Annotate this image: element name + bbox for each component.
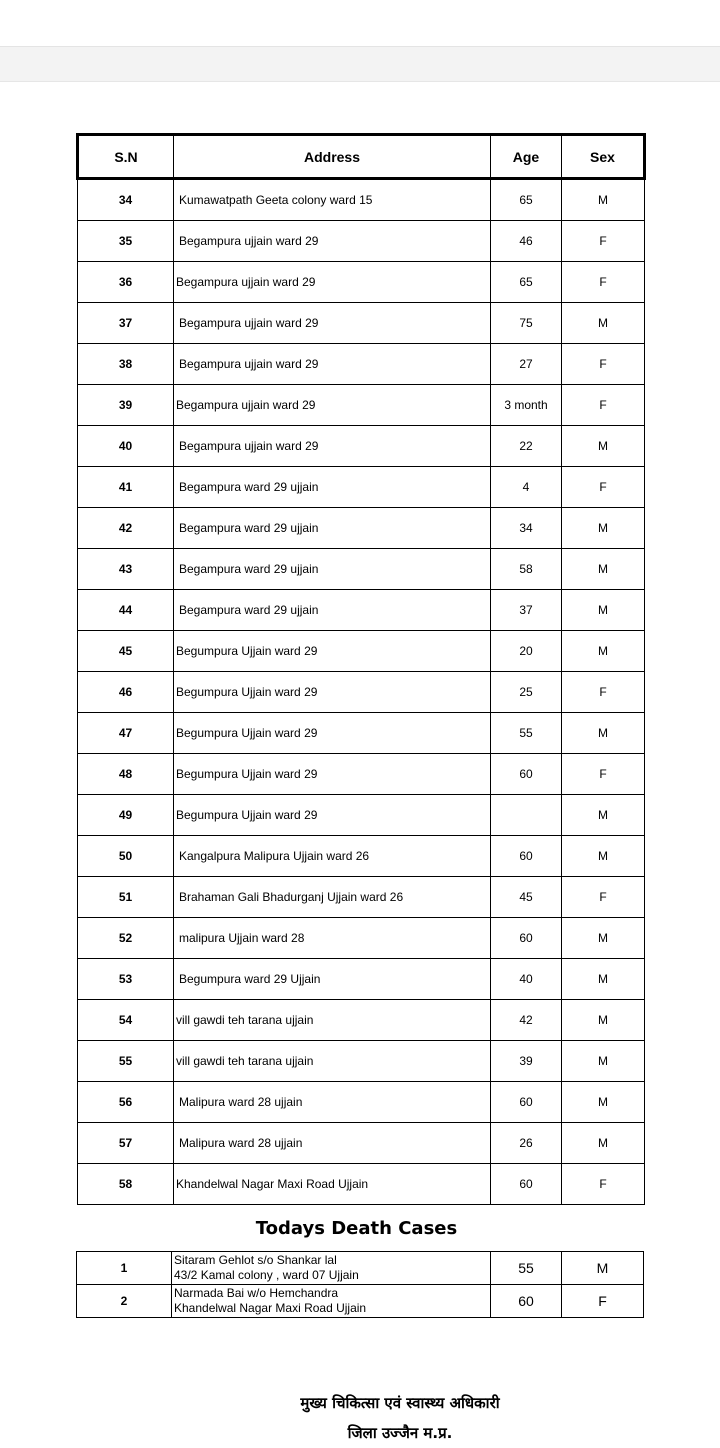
death-table-body [77, 1252, 644, 1318]
row-sex: F [562, 262, 645, 303]
row-sex: M [562, 836, 645, 877]
row-sn: 50 [78, 836, 174, 877]
browser-top-bar [0, 0, 720, 47]
row-age: 40 [491, 959, 562, 1000]
row-sex: M [562, 1123, 645, 1164]
row-age: 26 [491, 1123, 562, 1164]
table-row [78, 508, 645, 549]
row-sex: M [562, 1041, 645, 1082]
table-row [78, 1041, 645, 1082]
row-sex: F [562, 385, 645, 426]
death-row-address [172, 1252, 491, 1285]
row-age: 34 [491, 508, 562, 549]
death-address-line1: Sitaram Gehlot s/o Shankar lal [174, 1253, 337, 1267]
row-sn: 51 [78, 877, 174, 918]
table-row [78, 631, 645, 672]
row-sex: M [562, 631, 645, 672]
row-sex: F [562, 754, 645, 795]
row-age [491, 795, 562, 836]
row-address: Malipura ward 28 ujjain [174, 1123, 491, 1164]
table-row [78, 549, 645, 590]
table-row [78, 959, 645, 1000]
row-sn: 44 [78, 590, 174, 631]
table-header-row [78, 135, 645, 179]
death-row-age: 55 [491, 1252, 562, 1285]
header-sn: S.N [78, 135, 174, 179]
row-address: Begumpura Ujjain ward 29 [174, 754, 491, 795]
row-sn: 52 [78, 918, 174, 959]
death-row-sex: F [562, 1285, 644, 1318]
row-sn: 46 [78, 672, 174, 713]
positive-cases-table [76, 133, 646, 1205]
row-address: Begampura ujjain ward 29 [174, 385, 491, 426]
table-row [78, 795, 645, 836]
death-cases-title: Todays Death Cases [255, 1218, 458, 1239]
cases-table-body [78, 179, 645, 1205]
death-row [77, 1285, 644, 1318]
death-address-line1: Narmada Bai w/o Hemchandra [174, 1286, 339, 1300]
row-sn: 39 [78, 385, 174, 426]
row-age: 60 [491, 754, 562, 795]
row-sn: 45 [78, 631, 174, 672]
row-address: Begumpura Ujjain ward 29 [174, 631, 491, 672]
row-sn: 43 [78, 549, 174, 590]
row-address: Brahaman Gali Bhadurganj Ujjain ward 26 [174, 877, 491, 918]
table-row [78, 303, 645, 344]
row-address: vill gawdi teh tarana ujjain [174, 1041, 491, 1082]
table-row [78, 221, 645, 262]
row-address: Begampura ujjain ward 29 [174, 221, 491, 262]
row-sex: M [562, 713, 645, 754]
row-sex: M [562, 179, 645, 221]
death-row-sn: 1 [77, 1252, 172, 1285]
row-age: 55 [491, 713, 562, 754]
row-address: Begumpura Ujjain ward 29 [174, 795, 491, 836]
row-age: 60 [491, 1082, 562, 1123]
row-sn: 41 [78, 467, 174, 508]
row-sn: 56 [78, 1082, 174, 1123]
row-age: 46 [491, 221, 562, 262]
row-age: 65 [491, 179, 562, 221]
row-sn: 38 [78, 344, 174, 385]
table-row [78, 344, 645, 385]
row-age: 65 [491, 262, 562, 303]
row-age: 39 [491, 1041, 562, 1082]
table-row [78, 179, 645, 221]
row-sn: 35 [78, 221, 174, 262]
row-age: 4 [491, 467, 562, 508]
row-sn: 54 [78, 1000, 174, 1041]
table-row [78, 1000, 645, 1041]
row-address: Begampura ward 29 ujjain [174, 467, 491, 508]
row-age: 20 [491, 631, 562, 672]
row-sex: M [562, 795, 645, 836]
row-age: 22 [491, 426, 562, 467]
row-sn: 48 [78, 754, 174, 795]
row-sn: 36 [78, 262, 174, 303]
row-address: Begampura ward 29 ujjain [174, 508, 491, 549]
row-age: 3 month [491, 385, 562, 426]
table-row [78, 590, 645, 631]
row-address: Begumpura Ujjain ward 29 [174, 672, 491, 713]
row-address: Begumpura Ujjain ward 29 [174, 713, 491, 754]
row-address: Khandelwal Nagar Maxi Road Ujjain [174, 1164, 491, 1205]
row-sex: F [562, 344, 645, 385]
table-row [78, 385, 645, 426]
row-sn: 37 [78, 303, 174, 344]
table-row [78, 1082, 645, 1123]
row-address: Kumawatpath Geeta colony ward 15 [174, 179, 491, 221]
signature-title: मुख्य चिकित्सा एवं स्वास्थ्य अधिकारी [300, 1394, 500, 1412]
table-row [78, 467, 645, 508]
row-age: 60 [491, 1164, 562, 1205]
table-row [78, 672, 645, 713]
table-row [78, 754, 645, 795]
row-age: 60 [491, 918, 562, 959]
row-sn: 55 [78, 1041, 174, 1082]
row-sn: 53 [78, 959, 174, 1000]
row-age: 60 [491, 836, 562, 877]
header-sex: Sex [562, 135, 645, 179]
row-sn: 34 [78, 179, 174, 221]
row-age: 45 [491, 877, 562, 918]
row-address: Begampura ujjain ward 29 [174, 303, 491, 344]
table-row [78, 713, 645, 754]
row-age: 37 [491, 590, 562, 631]
death-address-line2: Khandelwal Nagar Maxi Road Ujjain [174, 1301, 367, 1315]
death-row-age: 60 [491, 1285, 562, 1318]
row-sn: 49 [78, 795, 174, 836]
row-sex: F [562, 1164, 645, 1205]
signature-block [220, 1388, 580, 1448]
table-row [78, 1164, 645, 1205]
signature-district: जिला उज्जैन म.प्र. [347, 1424, 453, 1442]
row-sn: 42 [78, 508, 174, 549]
row-sex: M [562, 590, 645, 631]
row-sex: M [562, 508, 645, 549]
row-sex: F [562, 877, 645, 918]
row-address: malipura Ujjain ward 28 [174, 918, 491, 959]
row-sex: M [562, 1082, 645, 1123]
row-address: Begampura ujjain ward 29 [174, 262, 491, 303]
row-sex: M [562, 426, 645, 467]
row-sex: F [562, 467, 645, 508]
toolbar-strip [0, 47, 720, 82]
row-age: 25 [491, 672, 562, 713]
table-row [78, 1123, 645, 1164]
row-sex: M [562, 303, 645, 344]
row-age: 27 [491, 344, 562, 385]
row-sex: M [562, 959, 645, 1000]
row-address: Begumpura ward 29 Ujjain [174, 959, 491, 1000]
death-row-sn: 2 [77, 1285, 172, 1318]
row-address: Begampura ujjain ward 29 [174, 426, 491, 467]
row-address: Malipura ward 28 ujjain [174, 1082, 491, 1123]
table-row [78, 426, 645, 467]
row-address: Begampura ujjain ward 29 [174, 344, 491, 385]
row-address: Kangalpura Malipura Ujjain ward 26 [174, 836, 491, 877]
row-address: Begampura ward 29 ujjain [174, 549, 491, 590]
row-sn: 40 [78, 426, 174, 467]
death-cases-table [76, 1251, 644, 1318]
row-age: 42 [491, 1000, 562, 1041]
row-sn: 57 [78, 1123, 174, 1164]
death-row-sex: M [562, 1252, 644, 1285]
header-address: Address [174, 135, 491, 179]
table-row [78, 262, 645, 303]
table-row [78, 877, 645, 918]
death-address-line2: 43/2 Kamal colony , ward 07 Ujjain [174, 1268, 359, 1282]
table-row [78, 836, 645, 877]
row-sn: 58 [78, 1164, 174, 1205]
row-sex: M [562, 918, 645, 959]
row-sex: M [562, 549, 645, 590]
row-address: vill gawdi teh tarana ujjain [174, 1000, 491, 1041]
death-row-address [172, 1285, 491, 1318]
row-sn: 47 [78, 713, 174, 754]
row-sex: F [562, 221, 645, 262]
row-sex: F [562, 672, 645, 713]
table-row [78, 918, 645, 959]
row-address: Begampura ward 29 ujjain [174, 590, 491, 631]
row-age: 58 [491, 549, 562, 590]
header-age: Age [491, 135, 562, 179]
row-age: 75 [491, 303, 562, 344]
death-row [77, 1252, 644, 1285]
row-sex: M [562, 1000, 645, 1041]
